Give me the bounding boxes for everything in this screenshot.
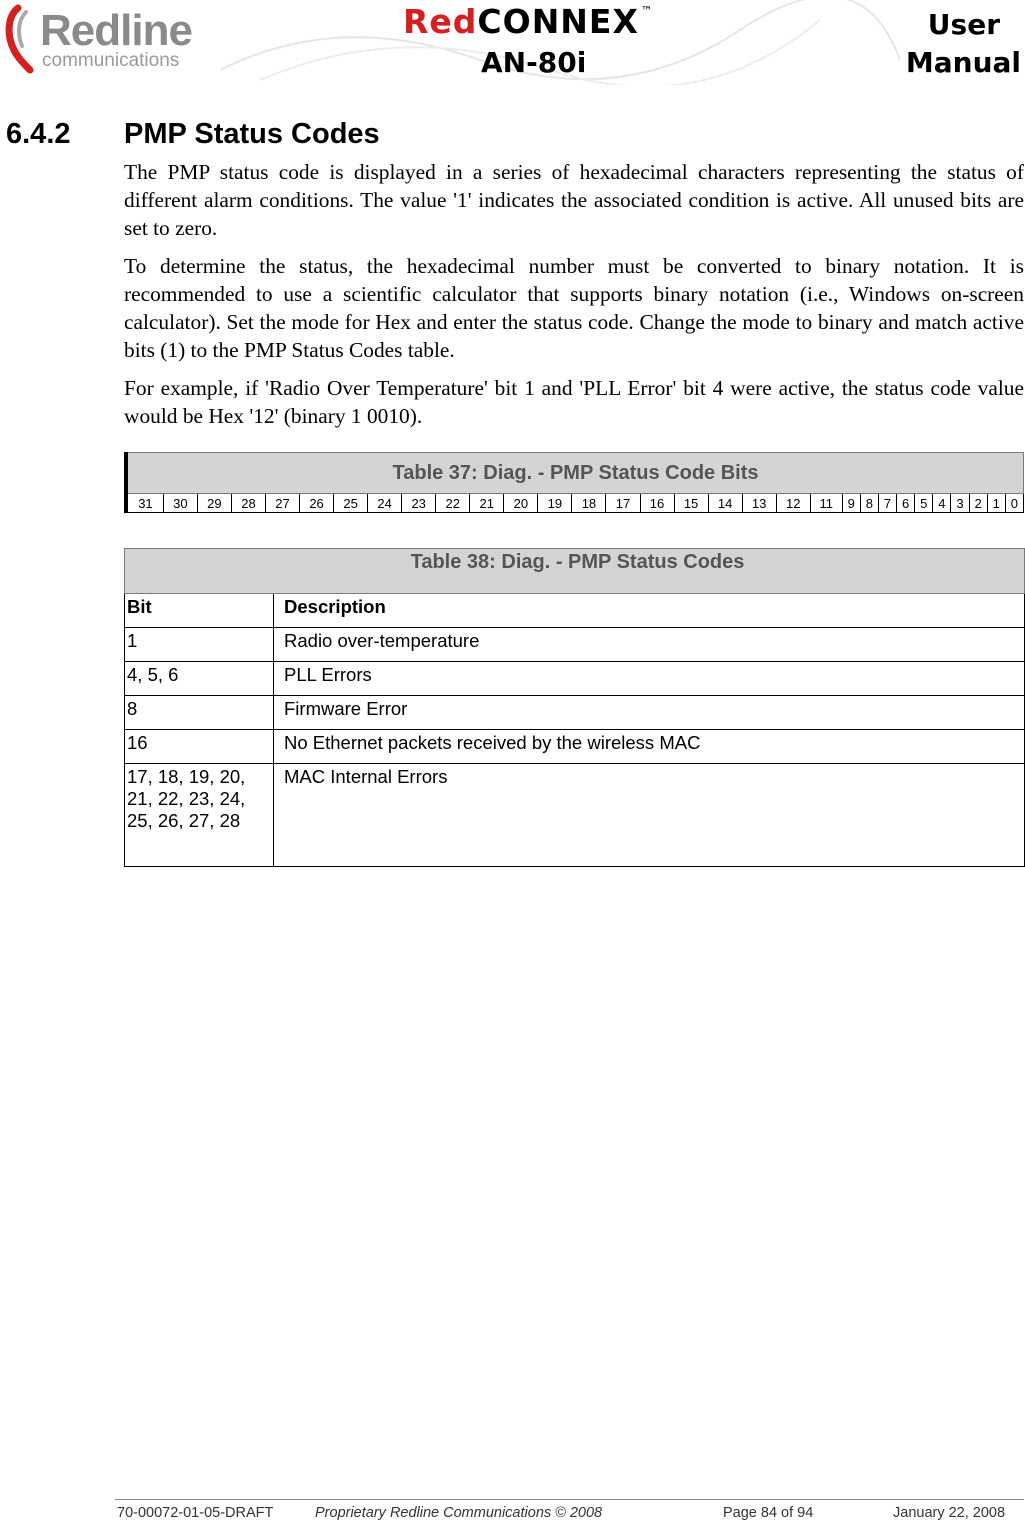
brand-title — [403, 2, 654, 41]
logo-mark-icon — [4, 4, 40, 74]
description-cell: No Ethernet packets received by the wireless MAC — [274, 730, 1025, 764]
footer-page-number: Page 84 of 94 — [723, 1505, 814, 1521]
footer-rule — [115, 1499, 1024, 1500]
bit-cell: 18 — [572, 494, 606, 513]
bit-cell: 6 — [897, 494, 915, 513]
table-38-caption: Table 38: Diag. - PMP Status Codes — [125, 549, 1025, 594]
table-row — [125, 628, 1025, 662]
footer-date: January 22, 2008 — [893, 1505, 1006, 1521]
bit-cell: 22 — [436, 494, 470, 513]
bit-cell: 23 — [402, 494, 436, 513]
bit-cell: 17, 18, 19, 20, 21, 22, 23, 24, 25, 26, 27, 28 — [125, 764, 274, 867]
bit-cell: 11 — [810, 494, 842, 513]
bit-cell: 19 — [538, 494, 572, 513]
trademark-symbol: ™ — [640, 4, 654, 18]
column-header-bit: Bit — [125, 594, 274, 628]
column-header-description: Description — [274, 594, 1025, 628]
table-row — [125, 764, 1025, 867]
bits-row — [126, 494, 1024, 513]
bit-cell: 4, 5, 6 — [125, 662, 274, 696]
bit-cell: 26 — [300, 494, 334, 513]
footer-doc-id: 70-00072-01-05-DRAFT — [117, 1505, 274, 1521]
bit-cell: 1 — [987, 494, 1005, 513]
table-row — [125, 662, 1025, 696]
bit-cell: 30 — [163, 494, 197, 513]
description-cell: Firmware Error — [274, 696, 1025, 730]
bit-cell: 25 — [334, 494, 368, 513]
section-title: PMP Status Codes — [124, 118, 380, 150]
bit-cell: 0 — [1005, 494, 1023, 513]
section-heading — [6, 118, 380, 151]
paragraph-example: For example, if 'Radio Over Temperature' bit 1 and 'PLL Error' bit 4 were active, the status code value would be Hex '12' (binary 1 0010). — [124, 376, 1024, 428]
bit-cell: 8 — [125, 696, 274, 730]
bit-cell: 29 — [197, 494, 231, 513]
description-cell: Radio over-temperature — [274, 628, 1025, 662]
status-code-bits-table — [124, 452, 1024, 513]
section-number: 6.4.2 — [6, 118, 71, 150]
bit-cell: 16 — [640, 494, 674, 513]
document-type — [906, 6, 1021, 82]
bit-cell: 5 — [915, 494, 933, 513]
table-37-caption: Table 37: Diag. - PMP Status Code Bits — [126, 453, 1024, 494]
bit-cell: 17 — [606, 494, 640, 513]
bit-cell: 20 — [504, 494, 538, 513]
bit-cell: 27 — [265, 494, 299, 513]
status-codes-table — [124, 548, 1025, 867]
bit-cell: 21 — [470, 494, 504, 513]
description-cell: MAC Internal Errors — [274, 764, 1025, 867]
redline-logo — [4, 4, 214, 74]
brand-black-part: CONNEX — [477, 2, 639, 41]
description-cell: PLL Errors — [274, 662, 1025, 696]
bit-cell: 12 — [776, 494, 810, 513]
bit-cell: 3 — [951, 494, 969, 513]
logo-subtitle: communications — [42, 50, 180, 71]
bit-cell: 28 — [231, 494, 265, 513]
page-header — [0, 0, 1025, 85]
table-row — [125, 730, 1025, 764]
bit-cell: 1 — [125, 628, 274, 662]
product-name: AN-80i — [481, 46, 587, 79]
paragraph-intro: The PMP status code is displayed in a series of hexadecimal characters representing the status of different alarm conditions. The value '1' indicates the associated condition is active. All unused bits are set to zero. — [124, 160, 1024, 240]
bit-cell: 13 — [742, 494, 776, 513]
bit-cell: 9 — [842, 494, 860, 513]
table-row — [125, 696, 1025, 730]
bit-cell: 7 — [878, 494, 896, 513]
paragraph-conversion: To determine the status, the hexadecimal number must be converted to binary notation. It is recommended to use a scientific calculator that supports binary notation (i.e., Windows on-screen calculator). Set the mode for Hex and enter the status code. Change the mode to binary and match active bits (1) to the PMP Status Codes table. — [124, 254, 1024, 362]
footer-proprietary: Proprietary Redline Communications © 2008 — [315, 1505, 603, 1521]
bit-cell: 31 — [126, 494, 163, 513]
table-header-row — [125, 594, 1025, 628]
bit-cell: 24 — [368, 494, 402, 513]
bit-cell: 14 — [708, 494, 742, 513]
brand-red-part: Red — [403, 2, 478, 41]
bit-cell: 4 — [933, 494, 951, 513]
doc-type-line-1: User — [927, 8, 1000, 41]
bit-cell: 16 — [125, 730, 274, 764]
bit-cell: 15 — [674, 494, 708, 513]
bit-cell: 8 — [860, 494, 878, 513]
bit-cell: 2 — [969, 494, 987, 513]
doc-type-line-2: Manual — [905, 46, 1021, 79]
logo-name: Redline — [40, 6, 192, 55]
